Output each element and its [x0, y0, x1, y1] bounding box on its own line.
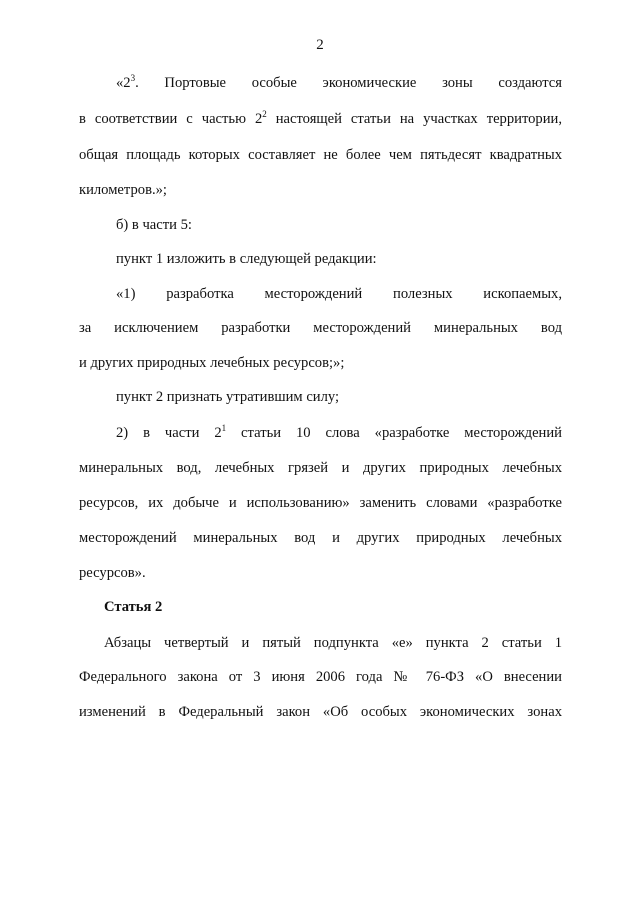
paragraph-line: месторождений минеральных вод и других природных лечебных — [79, 530, 562, 546]
article-heading: Статья 2 — [104, 599, 163, 615]
paragraph-line: ресурсов». — [79, 565, 146, 581]
page-number: 2 — [316, 37, 324, 53]
text-fragment: 2) в части 2 — [116, 425, 222, 441]
text-fragment: настоящей статьи на участках территории, — [266, 111, 562, 127]
text-fragment: . Портовые особые экономические зоны создаются — [135, 75, 562, 91]
paragraph-line: и других природных лечебных ресурсов;»; — [79, 355, 345, 371]
point-1-intro: пункт 1 изложить в следующей редакции: — [116, 251, 377, 267]
paragraph-line: изменений в Федеральный закон «Об особых экономических зонах — [79, 704, 562, 720]
paragraph-line: ресурсов, их добыче и использованию» заменить словами «разработке — [79, 495, 562, 511]
paragraph-line — [116, 74, 562, 92]
paragraph-line: километров.»; — [79, 182, 167, 198]
superscript: 1 — [221, 423, 227, 433]
superscript: 2 — [262, 109, 267, 119]
paragraph-line: Абзацы четвертый и пятый подпункта «е» пункта 2 статьи 1 — [104, 635, 562, 651]
paragraph-line: за исключением разработки месторождений минеральных вод — [79, 320, 562, 336]
text-fragment: статьи 10 слова «разработке месторождений — [226, 425, 562, 441]
paragraph-line: «1) разработка месторождений полезных ископаемых, — [116, 286, 562, 302]
point-2: пункт 2 признать утратившим силу; — [116, 389, 340, 405]
list-item-b: б) в части 5: — [116, 217, 192, 233]
paragraph-line: Федерального закона от 3 июня 2006 года № 76-ФЗ «О внесении — [79, 669, 562, 685]
text-fragment: «2 — [116, 75, 131, 91]
paragraph-line: общая площадь которых составляет не более чем пятьдесят квадратных — [79, 147, 562, 163]
text-fragment: в соответствии с частью 2 — [79, 111, 263, 127]
paragraph-line: минеральных вод, лечебных грязей и других природных лечебных — [79, 460, 562, 476]
superscript: 3 — [130, 73, 136, 83]
paragraph-line — [79, 110, 562, 128]
paragraph-line — [116, 424, 562, 442]
